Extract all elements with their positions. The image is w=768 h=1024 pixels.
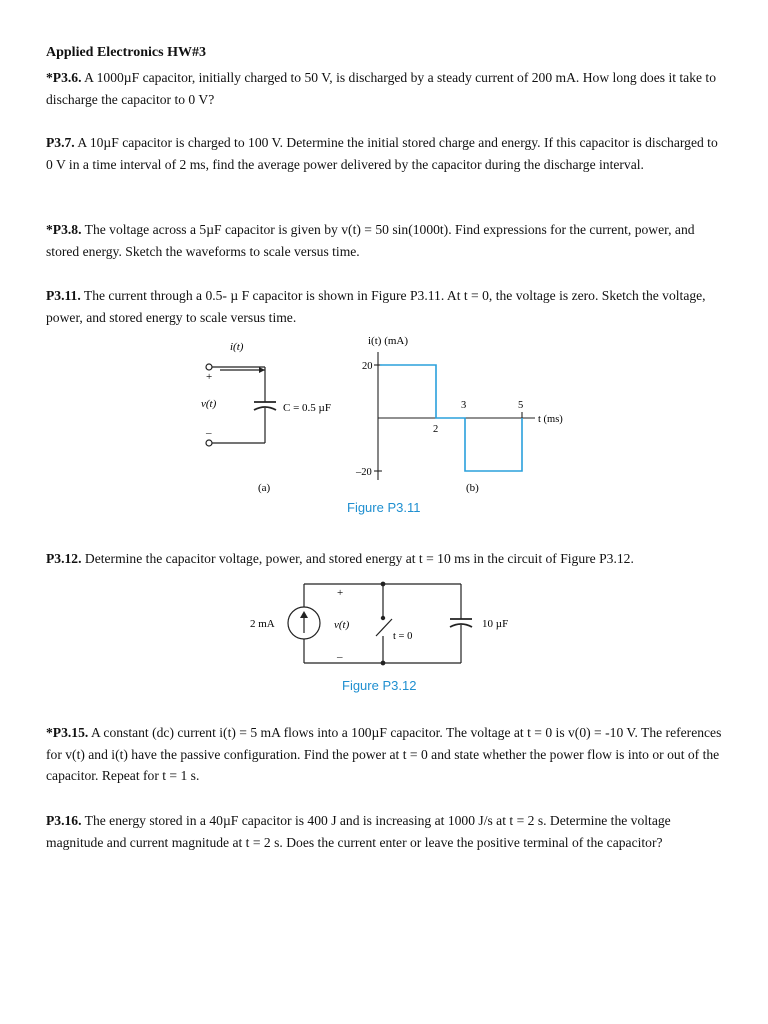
sub-label-a: (a) [258,482,271,494]
problem-id: *P3.15. [46,725,89,740]
problem-text: The voltage across a 5µF capacitor is given by v(t) = 50 sin(1000t). Find expressions for the current, power, and stored energy. Sketch the waveforms to scale versus time. [46,222,695,259]
problem-p3-6 [46,67,726,110]
node-bottom [381,661,385,665]
figure-caption-p3-12: Figure P3.12 [342,678,417,693]
problem-p3-15 [46,722,726,787]
sub-label-b: (b) [466,482,479,494]
y-tick-label-neg20: –20 [356,467,372,478]
capacitor-label: 10 µF [482,618,509,630]
problem-text: A 10µF capacitor is charged to 100 V. Determine the initial stored charge and energy. If this capacitor is discharged to 0 V in a time interval of 2 ms, find the average power delivered by the capacitor during the discharge interval. [46,135,718,172]
problem-p3-7 [46,132,726,175]
minus-sign: – [206,427,212,439]
problem-p3-12 [46,548,726,570]
switch-blade [376,619,392,636]
y-tick-label-20: 20 [362,361,373,372]
problem-text: Determine the capacitor voltage, power, and stored energy at t = 10 ms in the circuit of Figure P3.12. [81,551,634,566]
switch-contact-top [381,616,384,619]
figure-caption-p3-11: Figure P3.11 [347,500,421,515]
problem-id: *P3.8. [46,222,82,237]
switch-label: t = 0 [393,631,413,642]
problem-id: *P3.6. [46,70,82,85]
problem-id: P3.11. [46,288,81,303]
figure-p3-12 [240,578,540,678]
problem-id: P3.7. [46,135,75,150]
source-label: 2 mA [250,618,275,630]
plus-sign: + [206,371,213,383]
circuit-p3-12 [288,582,472,665]
problem-text: The energy stored in a 40µF capacitor is 400 J and is increasing at 1000 J/s at t = 2 s. Determine the voltage magnitude and current magnitude at t = 2 s. Does the current enter or leave the positive terminal of the capacitor? [46,813,671,850]
problem-p3-11 [46,285,726,328]
x-tick-label-3: 3 [461,400,467,411]
current-label: i(t) [230,341,244,353]
problem-text: The current through a 0.5- µ F capacitor is shown in Figure P3.11. At t = 0, the voltage is zero. Sketch the voltage, power, and stored energy to scale versus time. [46,288,706,325]
voltage-label: v(t) [201,398,217,410]
problem-id: P3.12. [46,551,82,566]
terminal-bottom [206,440,212,446]
voltage-label: v(t) [334,619,350,631]
problem-text: A 1000µF capacitor, initially charged to 50 V, is discharged by a steady current of 200 mA. How long does it take to discharge the capacitor to 0 V? [46,70,717,107]
node-top [381,582,385,586]
current-graph [374,352,535,480]
capacitor-label: C = 0.5 µF [283,402,331,414]
document-title: Applied Electronics HW#3 [46,45,206,60]
minus-sign: – [337,651,343,663]
terminal-top [206,364,212,370]
x-axis-label: t (ms) [538,414,563,425]
problem-p3-16 [46,810,726,853]
problem-text: A constant (dc) current i(t) = 5 mA flows into a 100µF capacitor. The voltage at t = 0 is v(0) = -10 V. The references for v(t) and i(t) have the passive configuration. Find the power at t = 0 and state whether the power flow is into or out of the capacitor. Repeat for t = 1 s. [46,725,722,783]
x-tick-label-5: 5 [518,400,524,411]
circuit-a [206,364,276,446]
problem-p3-8 [46,219,726,262]
arrow-head [259,367,265,373]
figure-p3-11 [190,332,590,502]
plus-sign: + [337,587,344,599]
y-axis-label: i(t) (mA) [368,335,409,347]
problem-id: P3.16. [46,813,82,828]
x-tick-label-2: 2 [433,424,439,435]
source-arrow-head [300,611,308,618]
